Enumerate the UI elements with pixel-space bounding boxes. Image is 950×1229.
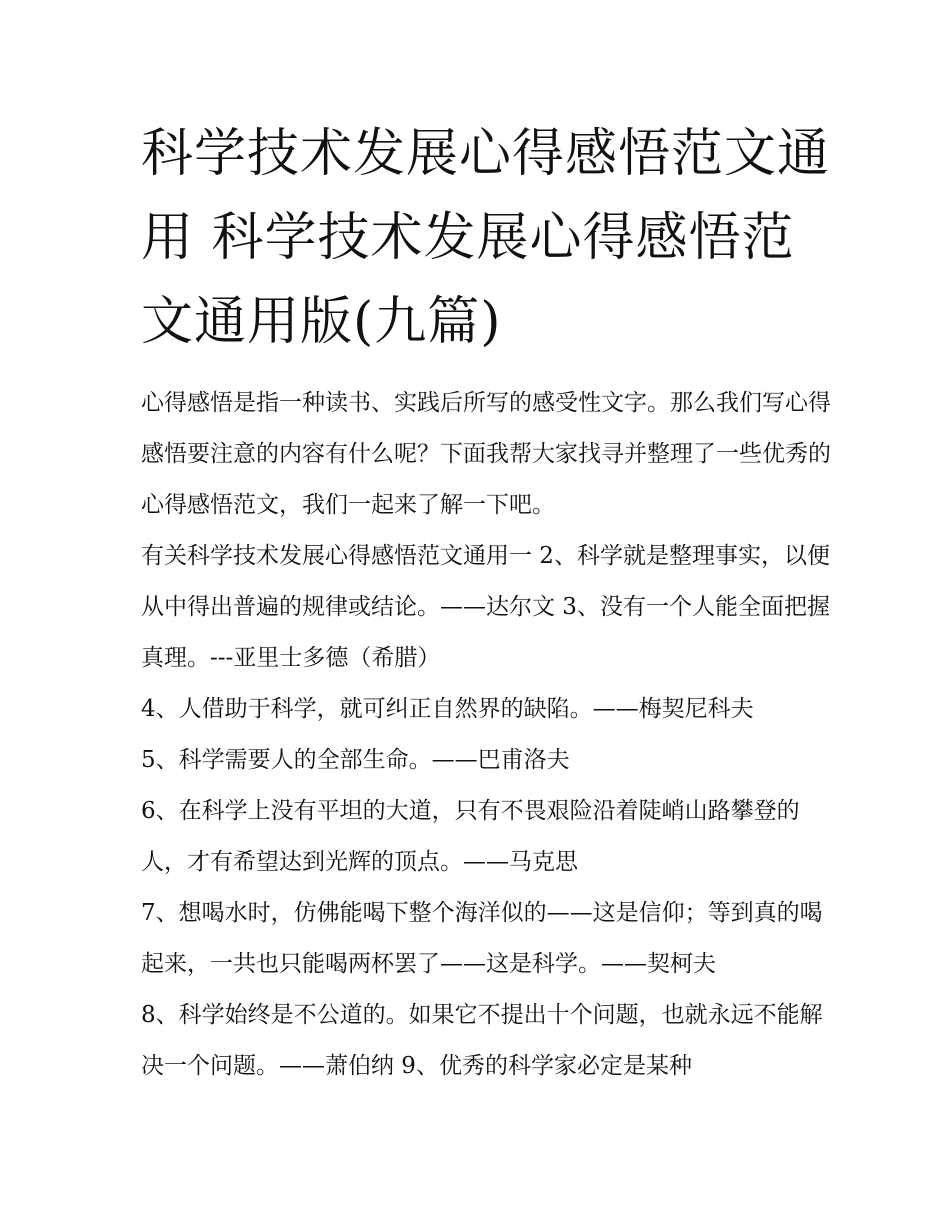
document-body bbox=[141, 378, 831, 1092]
paragraph-intro: 心得感悟是指一种读书、实践后所写的感受性文字。那么我们写心得感悟要注意的内容有什么呢？下面我帮大家找寻并整理了一些优秀的心得感悟范文，我们一起来了解一下吧。 bbox=[141, 390, 831, 518]
paragraph-quote-7: 7、想喝水时，仿佛能喝下整个海洋似的——这是信仰；等到真的喝起来，一共也只能喝两杯罢了——这是科学。——契柯夫 bbox=[141, 900, 823, 977]
paragraph-quote-2-3: 有关科学技术发展心得感悟范文通用一 2、科学就是整理事实，以便从中得出普遍的规律或结论。——达尔文 3、没有一个人能全面把握真理。---亚里士多德（希腊） bbox=[141, 543, 830, 671]
paragraph-quote-4: 4、人借助于科学，就可纠正自然界的缺陷。——梅契尼科夫 bbox=[141, 696, 754, 722]
document-title: 科学技术发展心得感悟范文通用 科学技术发展心得感悟范文通用版(九篇) bbox=[141, 124, 831, 352]
paragraph-quote-5: 5、科学需要人的全部生命。——巴甫洛夫 bbox=[141, 747, 570, 773]
document-page bbox=[141, 112, 831, 1092]
paragraph-quote-8-9: 8、科学始终是不公道的。如果它不提出十个问题，也就永远不能解决一个问题。——萧伯纳 9、优秀的科学家必定是某种 bbox=[141, 1002, 823, 1079]
paragraph-quote-6: 6、在科学上没有平坦的大道，只有不畏艰险沿着陡峭山路攀登的人，才有希望达到光辉的顶点。——马克思 bbox=[141, 798, 800, 875]
